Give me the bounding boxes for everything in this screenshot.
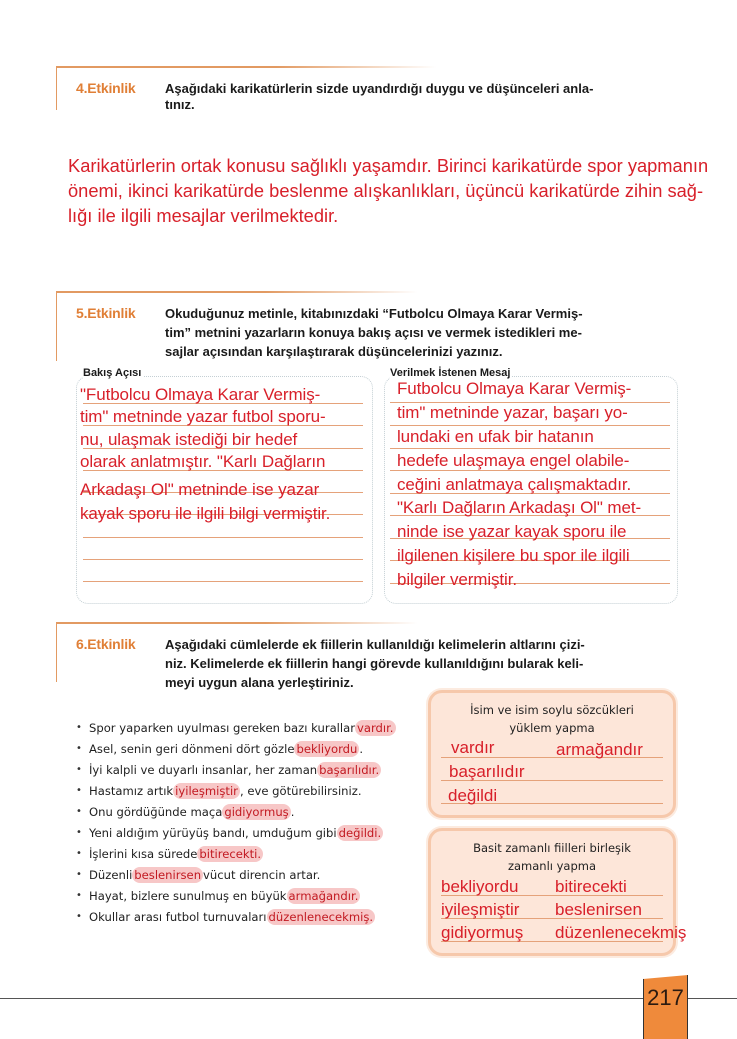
category-word: değildi — [448, 786, 498, 805]
highlighted-word[interactable]: vardır. — [357, 720, 394, 735]
sentence-item: • İşlerini kısa sürede bitirecekti. — [76, 846, 262, 861]
highlighted-word[interactable]: armağandır. — [288, 888, 359, 903]
activity6-question: Aşağıdaki cümlelerde ek fiillerin kullanıldığı kelimelerin altlarını çizi- niz. Kelimelerde ek fiillerin hangi görevde kullanıldığını bularak keli- meyi uygun alana yerleştiriniz. — [165, 637, 585, 690]
footer-rule — [0, 998, 737, 999]
sentence-item: • Spor yaparken uyulması gereken bazı kurallar vardır. — [76, 720, 394, 735]
activity5-question: Okuduğunuz metinle, kitabınızdaki “Futbolcu Olmaya Karar Vermiş- tim” metnini yazarların konuya bakış açısı ve vermek istedikleri me- sajlar açısından karşılaştırarak düşüncelerinizi yazınız. — [165, 306, 583, 359]
highlighted-word[interactable]: başarılıdır. — [319, 762, 380, 777]
category-word: beslenirsen — [555, 900, 642, 919]
category-word: bitirecekti — [555, 877, 627, 896]
activity4-question: Aşağıdaki karikatürlerin sizde uyandırdığı duygu ve düşünceleri anla- tınız. — [165, 81, 594, 112]
category-box-compound-tense — [428, 828, 687, 956]
bullet-icon: • — [76, 764, 82, 775]
category-word: armağandır — [556, 740, 643, 759]
bullet-icon: • — [76, 743, 82, 754]
sentence-item: • Yeni aldığım yürüyüş bandı, umduğum gibi değildi. — [76, 825, 382, 840]
bullet-icon: • — [76, 806, 82, 817]
sentence-item: • Onu gördüğünde maça gidiyormuş . — [76, 804, 295, 819]
page-number: 217 — [647, 985, 684, 1010]
highlighted-word[interactable]: iyileşmiştir — [175, 783, 238, 798]
bullet-icon: • — [76, 722, 82, 733]
bullet-icon: • — [76, 890, 82, 901]
category-title: İsim ve isim soylu sözcükleri yüklem yapma — [470, 703, 634, 735]
sentence-item: • Hastamız artık iyileşmiştir , eve götürebilirsiniz. — [76, 783, 362, 798]
category-word: bekliyordu — [441, 877, 519, 896]
bullet-icon: • — [76, 869, 82, 880]
highlighted-word[interactable]: gidiyormuş — [224, 804, 289, 819]
bullet-icon: • — [76, 848, 82, 859]
highlighted-word[interactable]: bitirecekti. — [199, 846, 262, 861]
activity4-label: 4.Etkinlik — [76, 80, 136, 96]
activity6-label: 6.Etkinlik — [76, 636, 136, 652]
message-box-title: Verilmek İstenen Mesaj — [390, 367, 511, 379]
category-word: vardır — [451, 738, 495, 757]
sentence-list — [76, 717, 426, 927]
bullet-icon: • — [76, 911, 82, 922]
highlighted-word[interactable]: değildi. — [338, 825, 382, 840]
category-word: düzenlenecekmiş — [555, 923, 687, 942]
sentence-item: • İyi kalpli ve duyarlı insanlar, her zaman başarılıdır. — [76, 762, 380, 777]
highlighted-word[interactable]: bekliyordu — [296, 741, 358, 756]
category-word: başarılıdır — [449, 762, 525, 781]
sentence-item: • Asel, senin geri dönmeni dört gözle bekliyordu . — [76, 741, 364, 756]
activity4-answer: Karikatürlerin ortak konusu sağlıklı yaşamdır. Birinci karikatürde spor yapmanın önemi, ikinci karikatürde beslenme alışkanlıkları, üçüncü karikatürde zihin sağ- lığı ile ilgili mesajlar verilmektedir. — [68, 155, 709, 226]
category-word: iyileşmiştir — [441, 900, 520, 919]
highlighted-word[interactable]: düzenlenecekmiş. — [268, 909, 374, 924]
category-box-nominal-predicate — [428, 690, 676, 818]
category-word: gidiyormuş — [441, 923, 524, 942]
bullet-icon: • — [76, 827, 82, 838]
perspective-box-title: Bakış Açısı — [83, 367, 142, 379]
category-title: Basit zamanlı fiilleri birleşik zamanlı yapma — [473, 841, 631, 873]
sentence-item: • Hayat, bizlere sunulmuş en büyük armağandır. — [76, 888, 359, 903]
bullet-icon: • — [76, 785, 82, 796]
sentence-item: • Okullar arası futbol turnuvaları düzenlenecekmiş. — [76, 909, 374, 924]
highlighted-word[interactable]: beslenirsen — [134, 867, 202, 882]
sentence-item: • Düzenli beslenirsen vücut direncin artar. — [76, 867, 321, 882]
activity5-label: 5.Etkinlik — [76, 305, 136, 321]
